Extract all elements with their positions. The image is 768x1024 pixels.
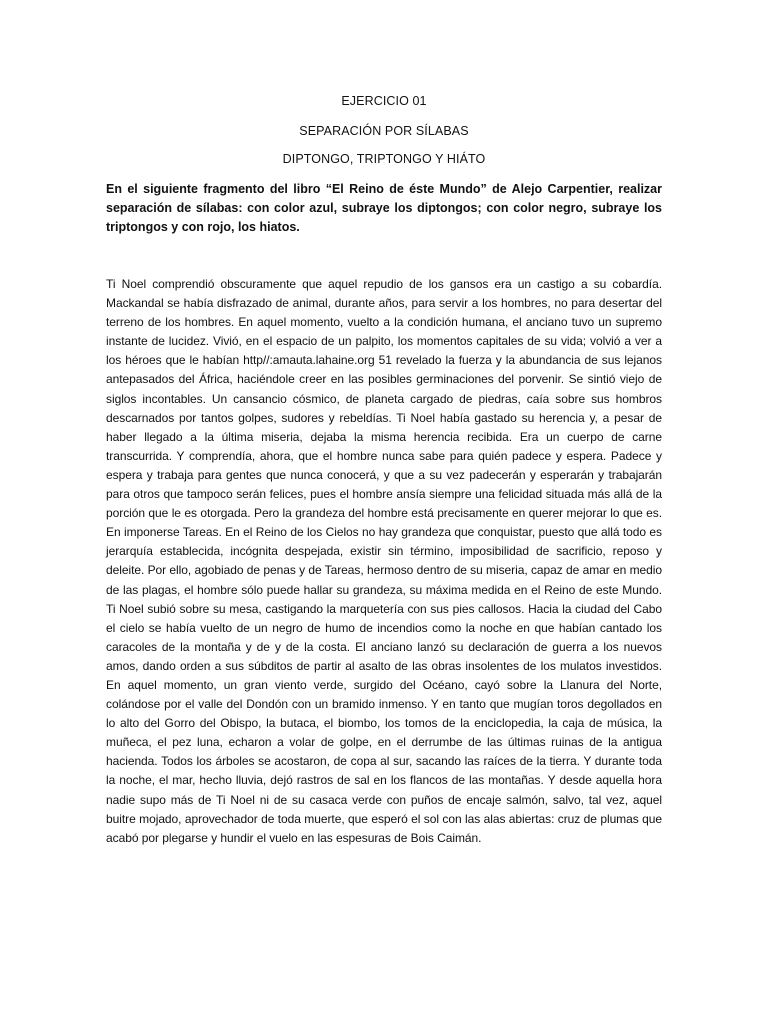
exercise-title: EJERCICIO 01	[341, 94, 427, 108]
passage-paragraph: Ti Noel comprendió obscuramente que aquel repudio de los gansos era un castigo a su cobardía. Mackandal se había disfrazado de animal, durante años, para servir a los hombres, no para desertar del terreno de los hombres. En aquel momento, vuelto a la condición humana, el anciano tuvo un supremo instante de lucidez. Vivió, en el espacio de un palpito, los momentos capitales de su vida; volvió a ver a los héroes que le habían http//:amauta.lahaine.org 51 revelado la fuerza y la abundancia de sus lejanos antepasados del África, haciéndole creer en las posibles germinaciones del porvenir. Se sintió viejo de siglos incontables. Un cansancio cósmico, de planeta cargado de piedras, caía sobre sus hombros descarnados por tantos golpes, sudores y rebeldías. Ti Noel había gastado su herencia y, a pesar de haber llegado a la última miseria, dejaba la misma herencia recibida. Era un cuerpo de carne transcurrida. Y comprendía, ahora, que el hombre nunca sabe para quién padece y espera. Padece y espera y trabaja para gentes que nunca conocerá, y que a su vez padecerán y esperarán y trabajarán para otros que tampoco serán felices, pues el hombre ansía siempre una felicidad situada más allá de la porción que le es otorgada. Pero la grandeza del hombre está precisamente en querer mejorar lo que es. En imponerse Tareas. En el Reino de los Cielos no hay grandeza que conquistar, puesto que allá todo es jerarquía establecida, incógnita despejada, existir sin término, imposibilidad de sacrificio, reposo y deleite. Por ello, agobiado de penas y de Tareas, hermoso dentro de su miseria, capaz de amar en medio de las plagas, el hombre sólo puede hallar su grandeza, su máxima medida en el Reino de este Mundo. Ti Noel subió sobre su mesa, castigando la marquetería con sus pies callosos. Hacia la ciudad del Cabo el cielo se había vuelto de un negro de humo de incendios como la noche en que habían cantado los caracoles de la montaña y de y de la costa. El anciano lanzó su declaración de guerra a los nuevos amos, dando orden a sus súbditos de partir al asalto de las obras insolentes de los mulatos investidos. En aquel momento, un gran viento verde, surgido del Océano, cayó sobre la Llanura del Norte, colándose por el valle del Dondón con un bramido inmenso. Y en tanto que mugían toros degollados en lo alto del Gorro del Obispo, la butaca, el biombo, los tomos de la enciclopedia, la caja de música, la muñeca, el pez luna, echaron a volar de golpe, en el derrumbe de las últimas ruinas de la antigua hacienda. Todos los árboles se acostaron, de copa al sur, sacando las raíces de la tierra. Y durante toda la noche, el mar, hecho lluvia, dejó rastros de sal en los flancos de las montañas. Y desde aquella hora nadie supo más de Ti Noel ni de su casaca verde con puños de encaje salmón, salvo, tal vez, aquel buitre mojado, aprovechador de toda muerte, que esperó el sol con las alas abiertas: cruz de plumas que acabó por plegarse y hundir el vuelo en las espesuras de Bois Caimán.	[106, 277, 662, 845]
instructions-paragraph: En el siguiente fragmento del libro “El Reino de éste Mundo” de Alejo Carpentier, realizar separación de sílabas: con color azul, subraye los diptongos; con color negro, subraye los triptongos y con rojo, los hiatos.	[106, 182, 662, 234]
exercise-topic: DIPTONGO, TRIPTONGO Y HIÁTO	[282, 152, 486, 166]
exercise-subtitle: SEPARACIÓN POR SÍLABAS	[299, 124, 469, 138]
